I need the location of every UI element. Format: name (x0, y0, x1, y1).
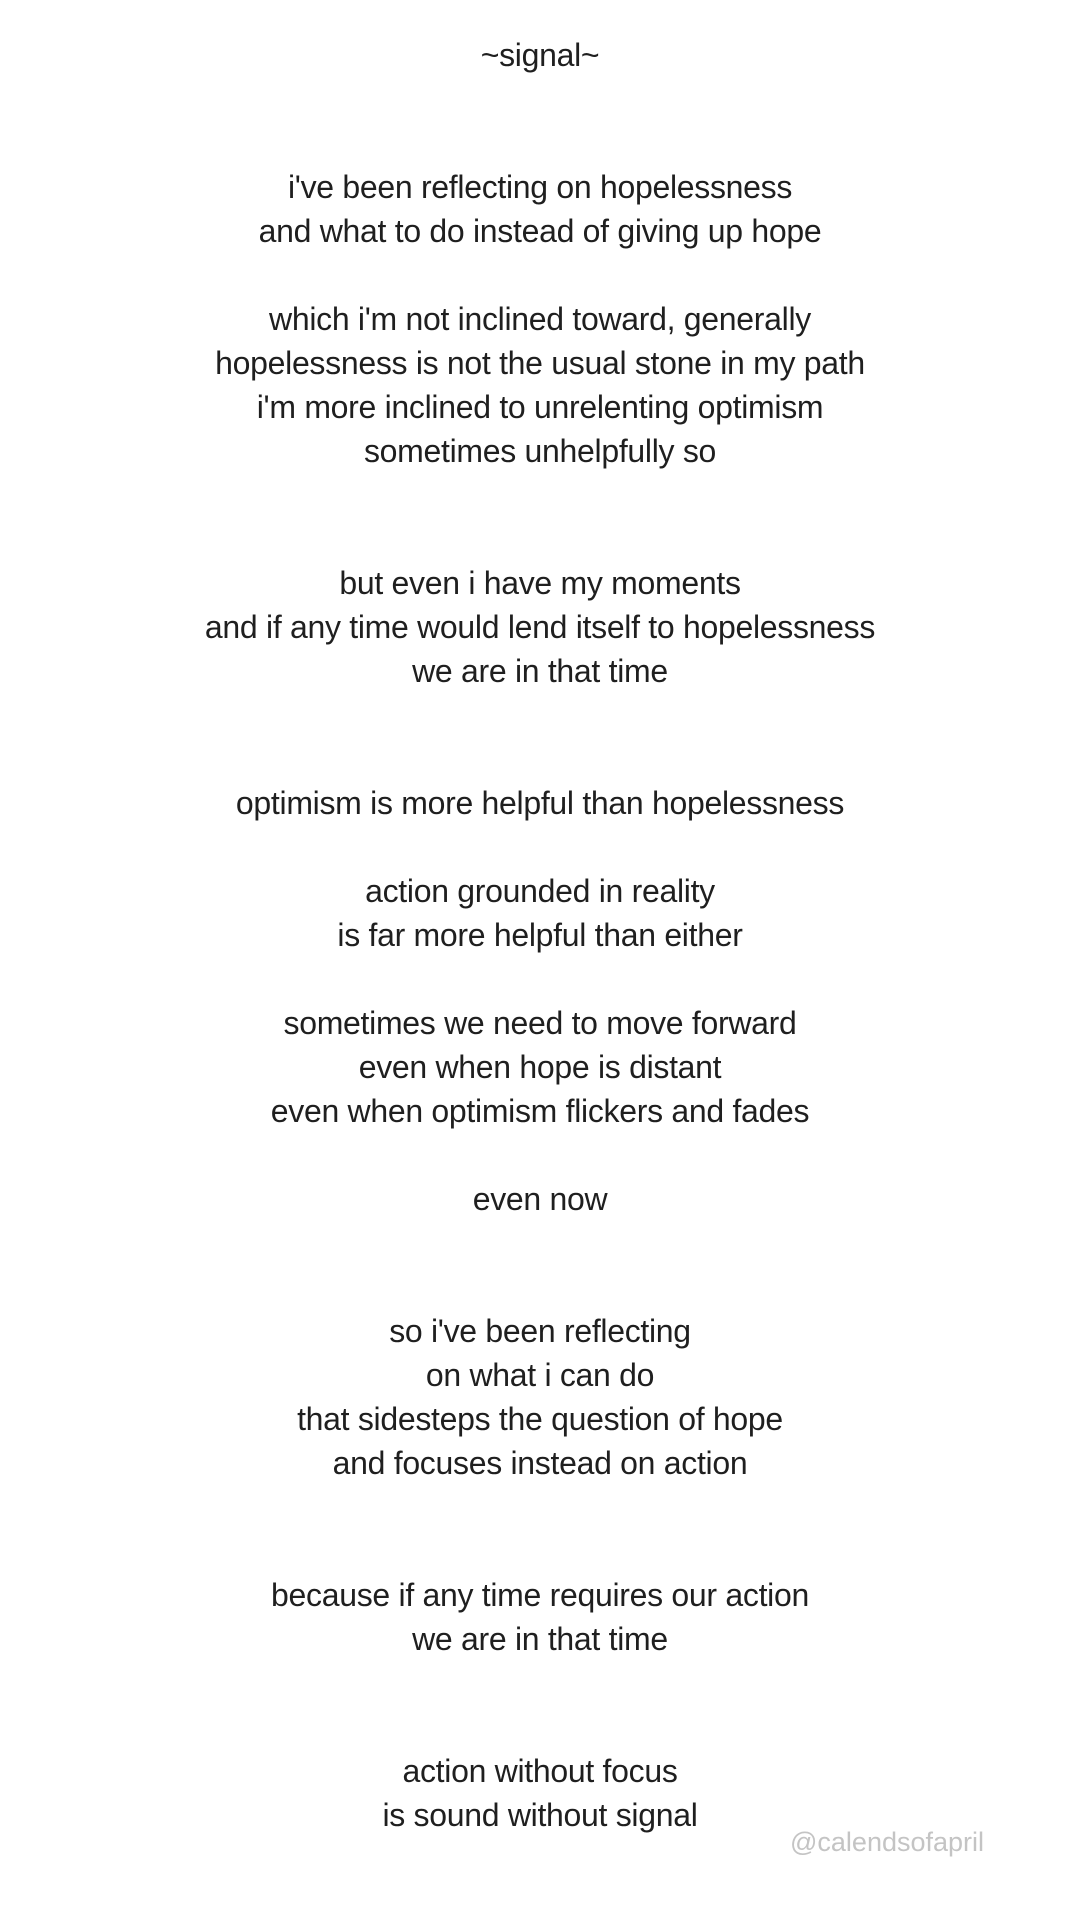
poem-line: i've been reflecting on hopelessness (287, 169, 793, 205)
poem-line: is far more helpful than either (337, 917, 743, 953)
poem-line: and focuses instead on action (332, 1445, 748, 1481)
poem-line: because if any time requires our action (271, 1577, 809, 1613)
poem-line: i'm more inclined to unrelenting optimism (256, 389, 824, 425)
poem-line: so i've been reflecting (389, 1313, 691, 1349)
poem-line: even when optimism flickers and fades (270, 1093, 810, 1129)
poem-line: we are in that time (412, 1621, 668, 1657)
poem-line: even when hope is distant (358, 1049, 722, 1085)
poem-line: we are in that time (412, 653, 668, 689)
poem-line: even now (472, 1181, 608, 1217)
poem-line: which i'm not inclined toward, generally (269, 301, 811, 337)
poem-line: is sound without signal (382, 1797, 698, 1833)
poem-line: sometimes unhelpfully so (363, 433, 717, 469)
poem-line: that sidesteps the question of hope (297, 1401, 783, 1437)
poem-line: action grounded in reality (365, 873, 715, 909)
poem-line: sometimes we need to move forward (283, 1005, 797, 1041)
poem-line: on what i can do (425, 1357, 655, 1393)
poem-line: but even i have my moments (339, 565, 741, 601)
poem-line: action without focus (402, 1753, 678, 1789)
poem-line: optimism is more helpful than hopelessness (235, 785, 845, 821)
poem-line: and what to do instead of giving up hope (258, 213, 822, 249)
poem-line: and if any time would lend itself to hopelessness (204, 609, 876, 645)
poem-line: hopelessness is not the usual stone in my path (215, 345, 865, 381)
author-watermark: @calendsofapril (790, 1827, 985, 1857)
poem-title: ~signal~ (480, 37, 600, 73)
